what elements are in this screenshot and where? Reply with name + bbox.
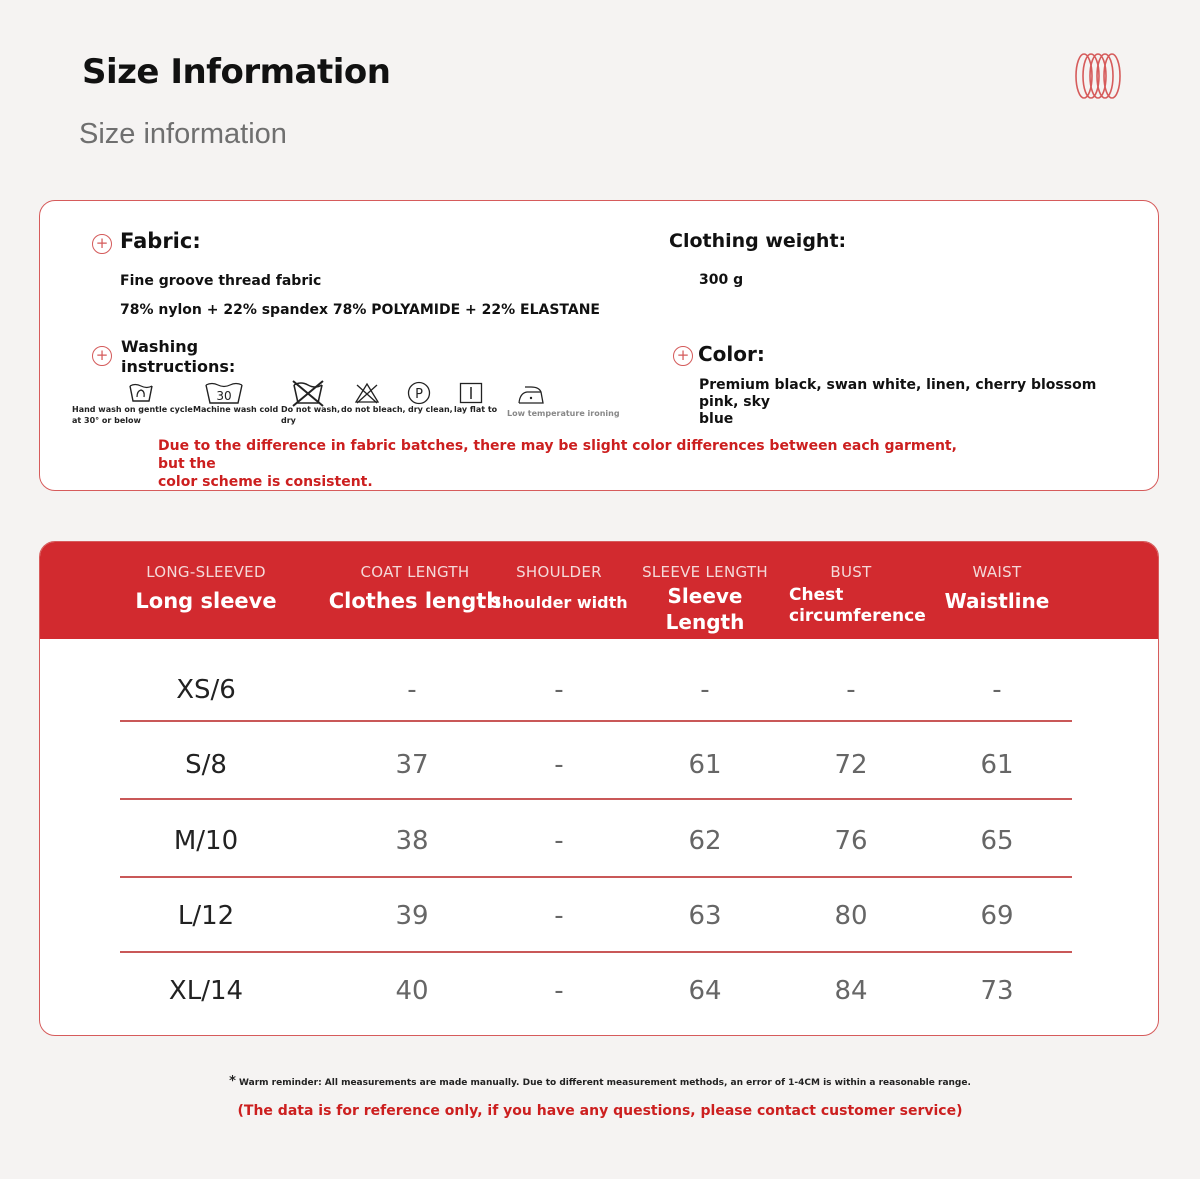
col-header-en: SLEEVE LENGTH (642, 563, 768, 581)
notice-line1: Due to the difference in fabric batches, there may be slight color differences between each garment, but the (158, 438, 957, 472)
do-not-bleach-icon (354, 382, 380, 404)
color-label: Color: (698, 342, 765, 366)
clothing-weight-value: 300 g (699, 272, 744, 288)
fabric-composition: 78% nylon + 22% spandex 78% POLYAMIDE + 22% ELASTANE (120, 302, 600, 318)
waist-cell: 69 (980, 901, 1014, 931)
table-header (40, 542, 1158, 639)
fabric-info-card (39, 200, 1159, 491)
low-iron-icon (517, 383, 545, 405)
sleeve-length-cell: 64 (688, 976, 722, 1006)
sleeve-length-cell: - (700, 675, 710, 705)
notice-line2: color scheme is consistent. (158, 474, 373, 490)
size-table (39, 541, 1159, 1036)
col-header-cn: Shoulder width (490, 593, 628, 612)
bust-cell: 72 (834, 750, 868, 780)
machine-wash-label: Machine wash cold (193, 405, 279, 414)
shoulder-cell: - (554, 826, 564, 856)
table-row (120, 802, 1072, 878)
plus-circle-icon: + (92, 234, 112, 254)
warm-reminder-text: Warm reminder: All measurements are made manually. Due to different measurement methods, an error of 1-4CM is within a reasonable range. (239, 1078, 971, 1088)
col-header-cn: Clothes length (328, 589, 502, 613)
page-title: Size Information (82, 52, 391, 92)
fabric-name: Fine groove thread fabric (120, 273, 322, 289)
col-header-cn-line1: Sleeve (667, 584, 743, 608)
washing-label-line1: Washing (121, 337, 199, 356)
col-header-cn-line1: Chest (789, 585, 844, 605)
do-not-wash-icon (290, 379, 326, 407)
col-header-en: LONG-SLEEVED (146, 563, 266, 581)
hand-wash-label-line1: Hand wash on gentle cycle (72, 405, 193, 414)
coat-length-cell: 40 (395, 976, 429, 1006)
table-row (120, 952, 1072, 1028)
star-icon: * (229, 1074, 236, 1089)
page-subtitle: Size information (79, 118, 287, 150)
sleeve-length-cell: 63 (688, 901, 722, 931)
hand-wash-icon (128, 381, 154, 403)
reference-note: (The data is for reference only, if you have any questions, please contact customer service) (237, 1103, 963, 1119)
svg-text:P: P (415, 387, 423, 402)
dry-clean-icon (407, 381, 431, 405)
do-not-bleach-label: do not bleach, (341, 405, 406, 414)
row-divider (120, 798, 1072, 800)
coat-length-cell: 38 (395, 826, 429, 856)
bust-cell: - (846, 675, 856, 705)
size-cell: XL/14 (168, 976, 244, 1006)
waist-cell: 65 (980, 826, 1014, 856)
col-header-en: SHOULDER (516, 563, 602, 581)
col-header-coat-length (322, 542, 508, 639)
color-options-line2: blue (699, 411, 734, 427)
size-cell: M/10 (173, 826, 239, 856)
col-header-cn-line2: circumference (789, 606, 926, 626)
brand-rings-icon (1072, 52, 1124, 100)
warm-reminder (0, 1074, 1200, 1089)
col-header-cn (777, 585, 925, 627)
col-header-cn: Long sleeve (135, 589, 277, 613)
hand-wash-label-line2: at 30° or below (72, 416, 141, 425)
dry-clean-label: dry clean, (408, 405, 453, 414)
table-row (120, 877, 1072, 953)
lay-flat-dry-icon (459, 382, 483, 404)
shoulder-cell: - (554, 750, 564, 780)
col-header-cn: Waistline (944, 589, 1050, 613)
shoulder-cell: - (554, 675, 564, 705)
washing-label (121, 337, 235, 377)
plus-circle-icon: + (673, 346, 693, 366)
col-header-cn-line2: Length (665, 610, 745, 634)
color-difference-notice (158, 437, 978, 491)
size-cell: S/8 (185, 750, 227, 780)
waist-cell: 73 (980, 976, 1014, 1006)
low-iron-label: Low temperature ironing (507, 409, 620, 418)
bust-cell: 80 (834, 901, 868, 931)
col-header-bust (777, 542, 925, 639)
lay-flat-label: lay flat to (454, 405, 498, 414)
sleeve-length-cell: 62 (688, 826, 722, 856)
col-header-sleeve-length (634, 542, 776, 639)
svg-text:30: 30 (216, 389, 232, 403)
washing-label-line2: instructions: (121, 357, 236, 376)
color-options-line1: Premium black, swan white, linen, cherry blossom pink, sky (699, 377, 1097, 410)
col-header-cn (634, 583, 776, 635)
fabric-label: Fabric: (120, 229, 201, 253)
col-header-long-sleeve (120, 542, 292, 639)
size-cell: L/12 (177, 901, 235, 931)
do-not-wash-label (281, 404, 340, 426)
do-not-wash-label-line1: Do not wash, (281, 405, 341, 414)
bust-cell: 76 (834, 826, 868, 856)
bust-cell: 84 (834, 976, 868, 1006)
do-not-wash-label-line2: dry (281, 416, 296, 425)
coat-length-cell: - (407, 675, 417, 705)
table-row (120, 651, 1072, 727)
plus-circle-icon: + (92, 346, 112, 366)
col-header-en: WAIST (972, 563, 1022, 581)
clothing-weight-label: Clothing weight: (669, 230, 847, 252)
table-row (120, 726, 1072, 802)
sleeve-length-cell: 61 (688, 750, 722, 780)
hand-wash-label (72, 404, 193, 426)
coat-length-cell: 37 (395, 750, 429, 780)
color-options (699, 377, 1119, 428)
col-header-en: BUST (830, 563, 872, 581)
coat-length-cell: 39 (395, 901, 429, 931)
machine-wash-30-icon (204, 381, 244, 405)
shoulder-cell: - (554, 901, 564, 931)
col-header-waist (928, 542, 1066, 639)
col-header-shoulder (489, 542, 629, 639)
waist-cell: 61 (980, 750, 1014, 780)
waist-cell: - (992, 675, 1002, 705)
row-divider (120, 720, 1072, 722)
shoulder-cell: - (554, 976, 564, 1006)
size-cell: XS/6 (176, 675, 236, 705)
col-header-en: COAT LENGTH (360, 563, 470, 581)
